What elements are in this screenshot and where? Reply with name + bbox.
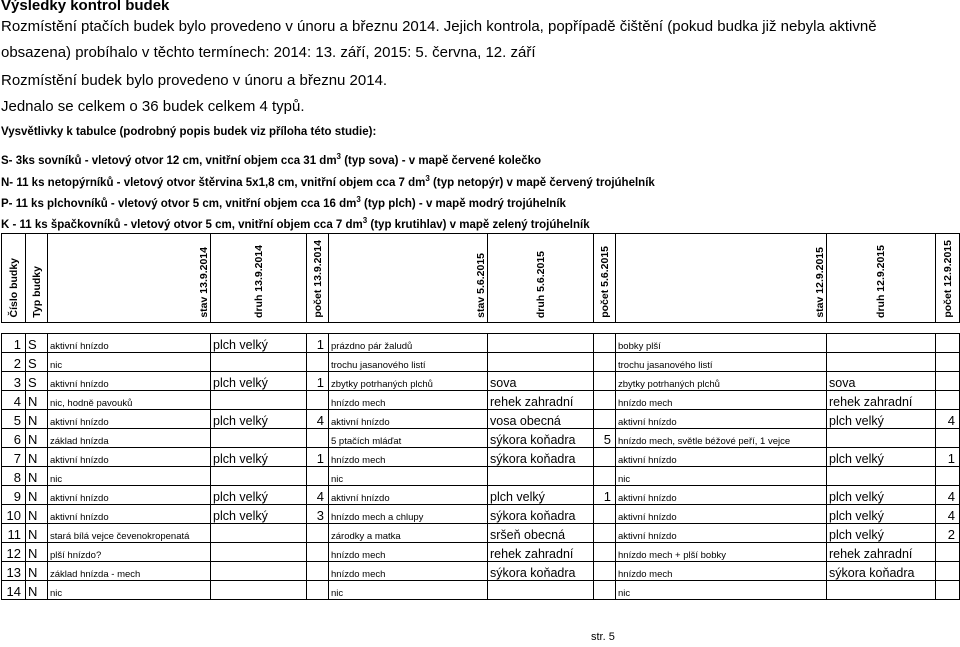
- table-cell: 14: [2, 581, 26, 600]
- intro-line-3: Rozmístění budek bylo provedeno v únoru a březnu 2014.: [1, 72, 388, 89]
- table-row: [2, 486, 960, 505]
- table-cell: [211, 467, 307, 486]
- table-cell: [594, 562, 616, 581]
- table-cell: N: [26, 448, 48, 467]
- table-cell: hnízdo mech: [329, 543, 488, 562]
- table-cell: [594, 410, 616, 429]
- table-row: [2, 581, 960, 600]
- table-cell: sýkora koňadra: [827, 562, 936, 581]
- table-cell: aktivní hnízdo: [616, 486, 827, 505]
- table-cell: 5: [594, 429, 616, 448]
- table-cell: hnízdo mech: [616, 562, 827, 581]
- table-cell: [936, 543, 960, 562]
- table-cell: [594, 524, 616, 543]
- table-cell: [307, 581, 329, 600]
- table-cell: 3: [307, 505, 329, 524]
- table-cell: N: [26, 467, 48, 486]
- table-cell: 1: [307, 448, 329, 467]
- table-cell: [936, 334, 960, 353]
- table-cell: rehek zahradní: [827, 391, 936, 410]
- table-cell: 1: [594, 486, 616, 505]
- col-header: druh 5.6.2015: [488, 234, 594, 323]
- table-cell: [594, 334, 616, 353]
- legend-title: Vysvětlivky k tabulce (podrobný popis budek viz příloha této studie):: [1, 126, 377, 138]
- table-cell: nic: [329, 581, 488, 600]
- table-row: [2, 467, 960, 486]
- table-cell: 4: [307, 486, 329, 505]
- table-cell: rehek zahradní: [827, 543, 936, 562]
- table-cell: trochu jasanového listí: [329, 353, 488, 372]
- col-header: druh 13.9.2014: [211, 234, 307, 323]
- table-cell: [936, 429, 960, 448]
- table-cell: aktivní hnízdo: [48, 410, 211, 429]
- table-cell: S: [26, 353, 48, 372]
- header-row: [2, 234, 960, 323]
- table-cell: 5 ptačích mláďat: [329, 429, 488, 448]
- table-cell: aktivní hnízdo: [48, 505, 211, 524]
- table-cell: 6: [2, 429, 26, 448]
- table-cell: plch velký: [211, 372, 307, 391]
- table-cell: [827, 429, 936, 448]
- table-cell: [211, 543, 307, 562]
- table-cell: aktivní hnízdo: [48, 372, 211, 391]
- table-row: [2, 334, 960, 353]
- table-cell: N: [26, 505, 48, 524]
- table-cell: sýkora koňadra: [488, 562, 594, 581]
- table-cell: aktivní hnízdo: [616, 448, 827, 467]
- col-header: stav 13.9.2014: [48, 234, 211, 323]
- table-cell: plch velký: [827, 410, 936, 429]
- table-cell: sýkora koňadra: [488, 429, 594, 448]
- table-cell: aktivní hnízdo: [329, 410, 488, 429]
- table-cell: nic: [48, 353, 211, 372]
- table-cell: [936, 391, 960, 410]
- table-cell: [594, 543, 616, 562]
- table-cell: nic, hodně pavouků: [48, 391, 211, 410]
- table-cell: nic: [616, 467, 827, 486]
- intro-line-4: Jednalo se celkem o 36 budek celkem 4 typů.: [1, 98, 305, 115]
- table-cell: aktivní hnízdo: [329, 486, 488, 505]
- table-cell: hnízdo mech, světle béžové peří, 1 vejce: [616, 429, 827, 448]
- table-cell: N: [26, 581, 48, 600]
- table-row: [2, 410, 960, 429]
- table-cell: hnízdo mech a chlupy: [329, 505, 488, 524]
- table-cell: hnízdo mech + plší bobky: [616, 543, 827, 562]
- table-cell: [307, 391, 329, 410]
- table-cell: plch velký: [827, 448, 936, 467]
- table-row: [2, 505, 960, 524]
- table-cell: [936, 372, 960, 391]
- table-cell: [594, 391, 616, 410]
- table-cell: sova: [488, 372, 594, 391]
- table-cell: bobky plší: [616, 334, 827, 353]
- table-cell: S: [26, 334, 48, 353]
- table-cell: [936, 467, 960, 486]
- table-cell: sýkora koňadra: [488, 505, 594, 524]
- table-cell: vosa obecná: [488, 410, 594, 429]
- table-cell: plch velký: [211, 334, 307, 353]
- table-cell: 1: [307, 334, 329, 353]
- table-cell: základ hnízda: [48, 429, 211, 448]
- table-cell: prázdno pár žaludů: [329, 334, 488, 353]
- table-cell: 4: [936, 486, 960, 505]
- col-header: počet 5.6.2015: [594, 234, 616, 323]
- table-cell: plch velký: [827, 524, 936, 543]
- table-cell: sova: [827, 372, 936, 391]
- table-cell: 13: [2, 562, 26, 581]
- table-cell: [827, 581, 936, 600]
- table-cell: N: [26, 429, 48, 448]
- table-cell: [827, 353, 936, 372]
- table-cell: N: [26, 391, 48, 410]
- page-heading: Výsledky kontrol budek: [1, 0, 170, 14]
- table-cell: [488, 581, 594, 600]
- table-cell: [594, 505, 616, 524]
- table-cell: zbytky potrhaných plchů: [329, 372, 488, 391]
- table-cell: [211, 581, 307, 600]
- intro-line-1: Rozmístění ptačích budek bylo provedeno v únoru a březnu 2014. Jejich kontrola, popřípadě čištění (pokud budka již nebyla aktivně: [1, 18, 877, 35]
- table-row: [2, 353, 960, 372]
- table-cell: plch velký: [211, 410, 307, 429]
- table-cell: [594, 467, 616, 486]
- table-cell: aktivní hnízdo: [48, 448, 211, 467]
- table-cell: 1: [936, 448, 960, 467]
- table-cell: S: [26, 372, 48, 391]
- table-cell: plch velký: [827, 505, 936, 524]
- table-cell: plch velký: [488, 486, 594, 505]
- table-cell: [211, 429, 307, 448]
- table-cell: 7: [2, 448, 26, 467]
- table-cell: základ hnízda - mech: [48, 562, 211, 581]
- table-cell: N: [26, 562, 48, 581]
- table-cell: N: [26, 486, 48, 505]
- table-cell: 2: [2, 353, 26, 372]
- table-cell: zbytky potrhaných plchů: [616, 372, 827, 391]
- table-row: [2, 448, 960, 467]
- legend-s: S- 3ks sovníků - vletový otvor 12 cm, vnitřní objem cca 31 $dm^3$ (typ sova) - v mapě červené kolečko: [1, 152, 542, 167]
- table-cell: [936, 562, 960, 581]
- table-cell: hnízdo mech: [329, 391, 488, 410]
- table-cell: [488, 353, 594, 372]
- table-cell: [488, 467, 594, 486]
- table-cell: rehek zahradní: [488, 391, 594, 410]
- table-cell: [594, 448, 616, 467]
- table-row: [2, 543, 960, 562]
- table-cell: plší hnízdo?: [48, 543, 211, 562]
- table-row: [2, 524, 960, 543]
- table-cell: N: [26, 524, 48, 543]
- table-cell: nic: [616, 581, 827, 600]
- page-number: str. 5: [591, 631, 615, 643]
- table-row: [2, 562, 960, 581]
- table-cell: 11: [2, 524, 26, 543]
- table-cell: rehek zahradní: [488, 543, 594, 562]
- intro-line-2: obsazena) probíhalo v těchto termínech: 2014: 13. září, 2015: 5. června, 12. září: [1, 44, 536, 61]
- table-cell: plch velký: [211, 448, 307, 467]
- table-cell: 4: [2, 391, 26, 410]
- legend-k: K - 11 ks špačkovníků - vletový otvor 5 cm, vnitřní objem cca 7 $dm^3$ (typ krutihlav) v mapě zelený trojúhelník: [1, 216, 590, 231]
- table-cell: plch velký: [827, 486, 936, 505]
- table-cell: 10: [2, 505, 26, 524]
- table-cell: N: [26, 410, 48, 429]
- col-header: druh 12.9.2015: [827, 234, 936, 323]
- table-cell: hnízdo mech: [616, 391, 827, 410]
- table-cell: [307, 467, 329, 486]
- table-row: [2, 429, 960, 448]
- table-cell: aktivní hnízdo: [48, 334, 211, 353]
- table-cell: [307, 524, 329, 543]
- table-cell: aktivní hnízdo: [616, 410, 827, 429]
- table-row: [2, 372, 960, 391]
- table-cell: [211, 391, 307, 410]
- col-header: stav 12.9.2015: [616, 234, 827, 323]
- table-cell: trochu jasanového listí: [616, 353, 827, 372]
- results-table: [1, 233, 960, 600]
- legend-p: P- 11 ks plchovníků - vletový otvor 5 cm, vnitřní objem cca 16 $dm^3$ (typ plch) - v mapě modrý trojúhelník: [1, 195, 566, 210]
- table-cell: [307, 562, 329, 581]
- table-cell: nic: [329, 467, 488, 486]
- table-cell: hnízdo mech: [329, 562, 488, 581]
- table-cell: [936, 353, 960, 372]
- table-cell: aktivní hnízdo: [616, 505, 827, 524]
- col-header: počet 13.9.2014: [307, 234, 329, 323]
- table-cell: [827, 467, 936, 486]
- table-cell: [488, 334, 594, 353]
- table-cell: aktivní hnízdo: [48, 486, 211, 505]
- table-cell: 4: [307, 410, 329, 429]
- table-cell: stará bílá vejce čevenokropenatá: [48, 524, 211, 543]
- table-cell: [827, 334, 936, 353]
- table-cell: 3: [2, 372, 26, 391]
- table-cell: [936, 581, 960, 600]
- table-cell: aktivní hnízdo: [616, 524, 827, 543]
- table-cell: 8: [2, 467, 26, 486]
- table-cell: 5: [2, 410, 26, 429]
- table-cell: 1: [307, 372, 329, 391]
- table-cell: plch velký: [211, 505, 307, 524]
- table-cell: [211, 524, 307, 543]
- table-cell: 9: [2, 486, 26, 505]
- table-cell: 12: [2, 543, 26, 562]
- table-cell: [594, 372, 616, 391]
- table-cell: nic: [48, 467, 211, 486]
- table-cell: 1: [2, 334, 26, 353]
- table-cell: [307, 429, 329, 448]
- table-cell: N: [26, 543, 48, 562]
- col-header: Typ budky: [26, 234, 48, 323]
- table-cell: [307, 543, 329, 562]
- table-cell: [211, 562, 307, 581]
- table-cell: sýkora koňadra: [488, 448, 594, 467]
- table-cell: 2: [936, 524, 960, 543]
- table-row: [2, 391, 960, 410]
- table-cell: hnízdo mech: [329, 448, 488, 467]
- table-cell: [211, 353, 307, 372]
- table-cell: plch velký: [211, 486, 307, 505]
- table-cell: [594, 581, 616, 600]
- table-cell: [307, 353, 329, 372]
- table-cell: nic: [48, 581, 211, 600]
- legend-n: N- 11 ks netopýrníků - vletový otvor štěrvina 5x1,8 cm, vnitřní objem cca 7 $dm^3$ (typ netopýr) v mapě červený trojúhelník: [1, 174, 655, 189]
- col-header: Číslo budky: [2, 234, 26, 323]
- table-cell: 4: [936, 505, 960, 524]
- table-cell: 4: [936, 410, 960, 429]
- table-cell: zárodky a matka: [329, 524, 488, 543]
- table-cell: sršeň obecná: [488, 524, 594, 543]
- table-cell: [594, 353, 616, 372]
- col-header: počet 12.9.2015: [936, 234, 960, 323]
- col-header: stav 5.6.2015: [329, 234, 488, 323]
